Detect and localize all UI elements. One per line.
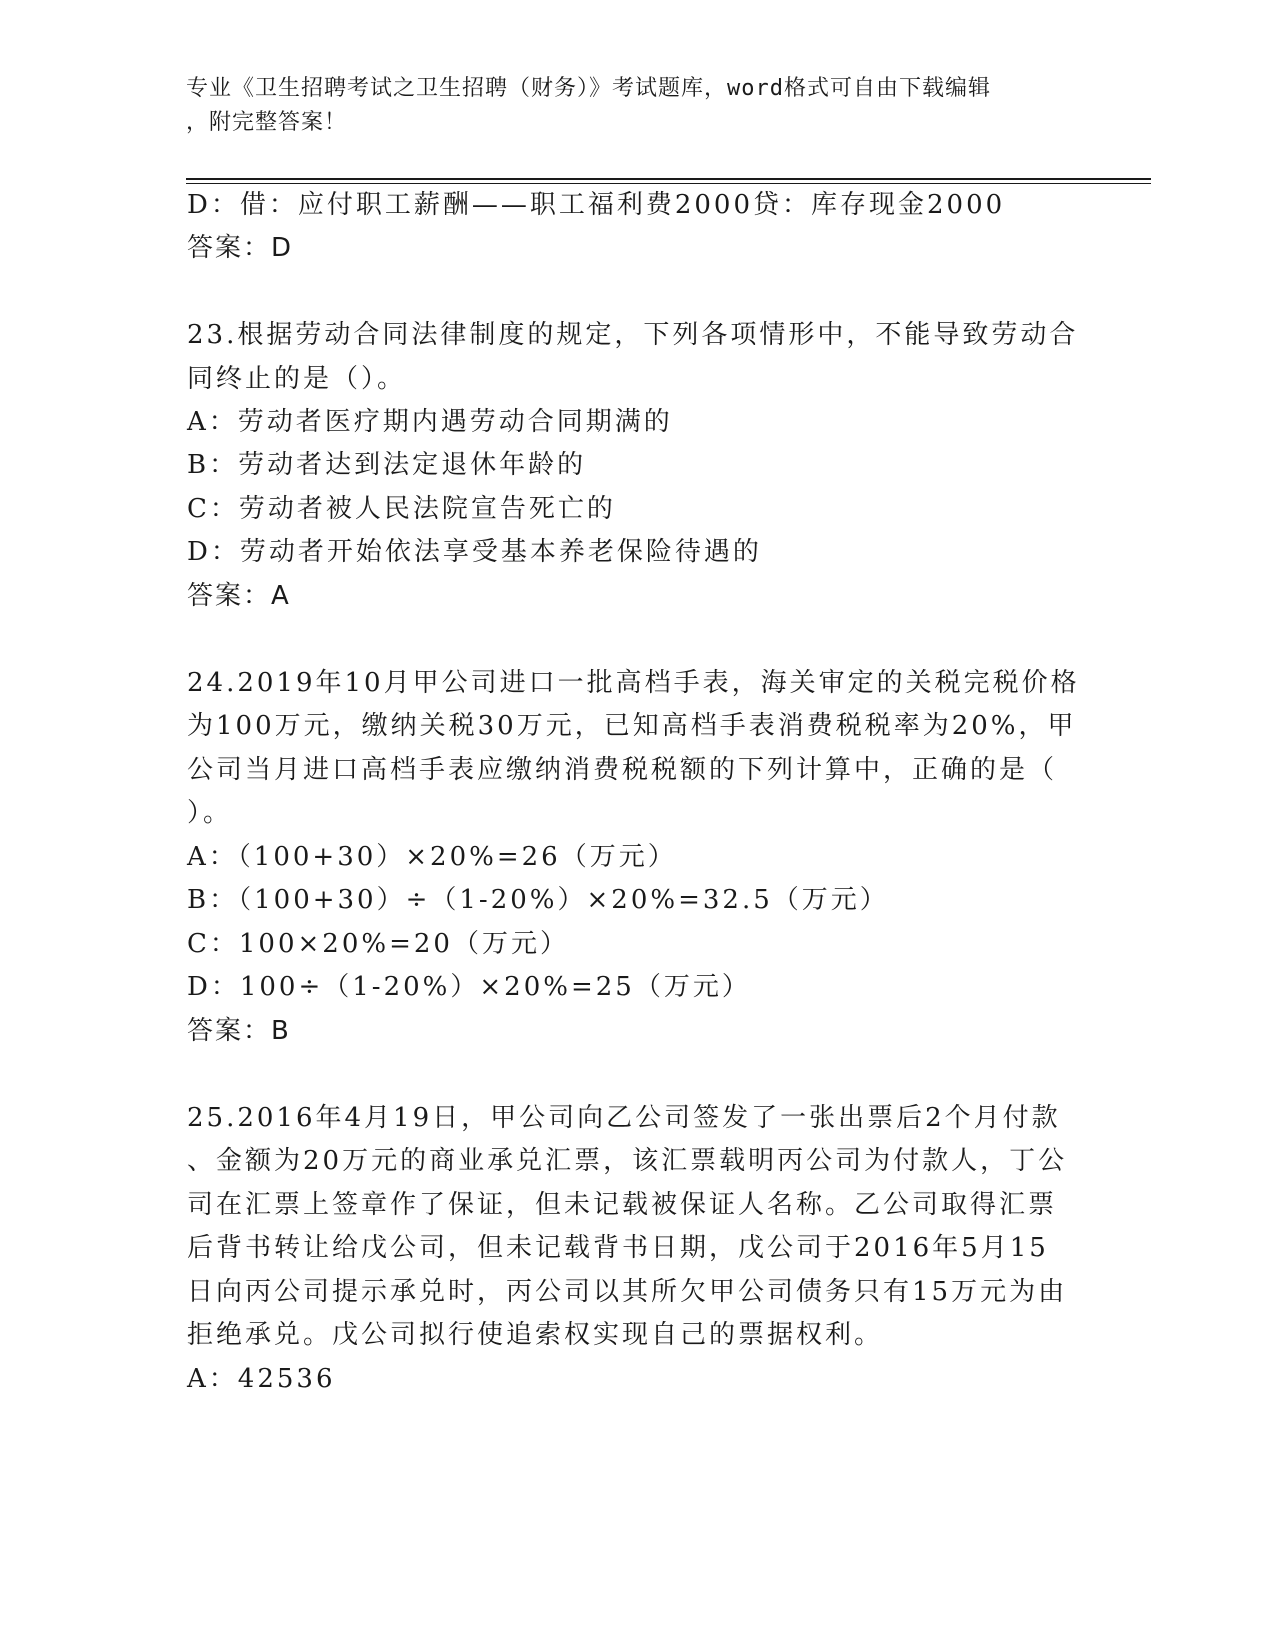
- q24-stem-line-4: ）。: [187, 798, 233, 828]
- q25-stem-line-3: 司在汇票上签章作了保证，但未记载被保证人名称。乙公司取得汇票: [187, 1190, 1058, 1220]
- q24-option-d: D：100÷（1-20%）×20%=25（万元）: [187, 972, 751, 1002]
- q25-stem-line-2: 、金额为20万元的商业承兑汇票，该汇票载明丙公司为付款人，丁公: [187, 1146, 1068, 1176]
- q25-stem-line-1: 25.2016年4月19日，甲公司向乙公司签发了一张出票后2个月付款: [187, 1103, 1061, 1133]
- q24-stem-line-3: 公司当月进口高档手表应缴纳消费税税额的下列计算中，正确的是（: [187, 755, 1058, 785]
- q25-option-a: A：42536: [187, 1364, 336, 1394]
- q24-answer: 答案：B: [187, 1016, 291, 1046]
- header-line-2: ，附完整答案！: [186, 110, 348, 135]
- header-line-1: 专业《卫生招聘考试之卫生招聘（财务）》考试题库，word格式可自由下载编辑: [186, 76, 991, 101]
- q23-option-d: D：劳动者开始依法享受基本养老保险待遇的: [187, 537, 762, 567]
- q23-stem-line-1: 23.根据劳动合同法律制度的规定，下列各项情形中，不能导致劳动合: [187, 320, 1079, 350]
- q24-option-b: B：（100+30）÷（1-20%）×20%=32.5（万元）: [187, 885, 889, 915]
- q24-option-a: A：（100+30）×20%=26（万元）: [187, 842, 677, 872]
- q25-stem-line-5: 日向丙公司提示承兑时，丙公司以其所欠甲公司债务只有15万元为由: [187, 1277, 1068, 1307]
- q24-stem-line-1: 24.2019年10月甲公司进口一批高档手表，海关审定的关税完税价格: [187, 668, 1080, 698]
- q24-stem-line-2: 为100万元，缴纳关税30万元，已知高档手表消费税税率为20%，甲: [187, 711, 1077, 741]
- q25-stem-line-6: 拒绝承兑。戊公司拟行使追索权实现自己的票据权利。: [187, 1320, 884, 1350]
- page-header: [186, 72, 1066, 140]
- q23-answer: 答案：A: [187, 581, 291, 611]
- header-divider-thin: [186, 183, 1151, 184]
- q22-answer: 答案：D: [187, 233, 294, 263]
- q22-option-d: D：借：应付职工薪酬——职工福利费2000贷：库存现金2000: [187, 190, 1006, 220]
- header-divider: [186, 178, 1151, 180]
- q23-option-c: C：劳动者被人民法院宣告死亡的: [187, 494, 616, 524]
- q23-option-b: B：劳动者达到法定退休年龄的: [187, 450, 587, 480]
- q23-option-a: A：劳动者医疗期内遇劳动合同期满的: [187, 407, 673, 437]
- q23-stem-line-2: 同终止的是（）。: [187, 364, 407, 394]
- q24-option-c: C：100×20%=20（万元）: [187, 929, 569, 959]
- q25-stem-line-4: 后背书转让给戊公司，但未记载背书日期，戊公司于2016年5月15: [187, 1233, 1049, 1263]
